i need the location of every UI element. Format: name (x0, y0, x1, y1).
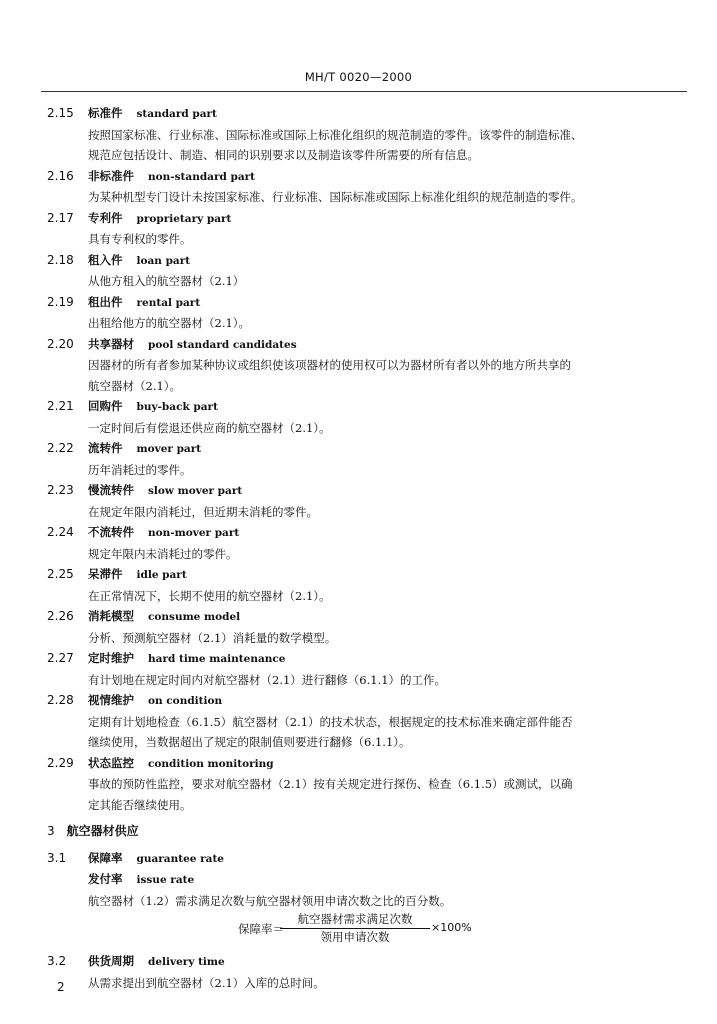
term-heading (88, 103, 664, 125)
term-number: 3.2 (47, 954, 67, 968)
term-heading (88, 396, 664, 418)
term-definition: 按照国家标准、行业标准、国际标准或国际上标准化组织的规范制造的零件。该零件的制造标准、 (88, 127, 583, 142)
term-number: 2.22 (47, 441, 74, 455)
page-number: 2 (57, 980, 65, 994)
term-entry (0, 396, 717, 438)
term-entry (0, 753, 717, 816)
term-definition: 一定时间后有偿退还供应商的航空器材（2.1）。 (88, 420, 331, 435)
term-definition: 规范应包括设计、制造、相同的识别要求以及制造该零件所需要的所有信息。 (88, 148, 479, 162)
term-chinese: 供货周期 (88, 954, 134, 968)
term-heading (88, 848, 664, 870)
term-heading (88, 753, 664, 775)
term-chinese: 视情维护 (88, 693, 134, 707)
header-rule (41, 91, 687, 92)
term-entry (0, 166, 717, 208)
page-header: MH/T 0020—2000 (304, 70, 413, 84)
term-english: consume model (148, 611, 241, 623)
term-heading (88, 438, 664, 460)
term-definition: 继续使用，当数据超出了规定的限制值则要进行翻修（6.1.1）。 (88, 735, 411, 749)
term-definition: 航空器材（2.1）。 (88, 378, 182, 393)
term-chinese: 慢流转件 (88, 483, 134, 497)
term-entry (0, 334, 717, 397)
term-chinese: 回购件 (88, 399, 123, 413)
term-heading (88, 690, 664, 712)
term-english: guarantee rate (136, 852, 224, 865)
term-chinese: 租入件 (88, 252, 123, 267)
term-entry (0, 103, 717, 166)
term-entry (0, 951, 717, 993)
term-definition: 定期有计划地检查（6.1.5）航空器材（2.1）的技术状态，根据规定的技术标准来确定部件能否 (88, 714, 573, 729)
term-number: 2.23 (47, 483, 74, 497)
term-english: hard time maintenance (148, 653, 286, 665)
term-chinese: 呆滞件 (88, 567, 123, 581)
term-definition: 航空器材（1.2）需求满足次数与航空器材领用申请次数之比的百分数。 (88, 893, 452, 908)
formula-fraction (280, 911, 430, 946)
term-entry (0, 648, 717, 690)
term-chinese: 保障率 (88, 850, 123, 865)
term-number: 2.16 (47, 168, 74, 183)
term-definition: 定其能否继续使用。 (88, 797, 192, 812)
term-definition: 规定年限内未消耗过的零件。 (88, 546, 238, 561)
term-definition: 从需求提出到航空器材（2.1）入库的总时间。 (88, 975, 325, 990)
term-english: standard part (136, 108, 217, 120)
term-number: 2.17 (47, 210, 74, 225)
section-title-text: 航空器材供应 (66, 824, 139, 838)
term-entry (0, 690, 717, 753)
term-definition: 有计划地在规定时间内对航空器材（2.1）进行翻修（6.1.1）的工作。 (88, 672, 447, 687)
term-definition: 历年消耗过的零件。 (88, 462, 192, 477)
term-number: 2.28 (47, 693, 74, 707)
term-english: mover part (136, 443, 202, 455)
term-number: 2.21 (47, 399, 74, 413)
term-heading (88, 564, 664, 586)
term-number: 2.27 (47, 651, 74, 665)
term-english: issue rate (136, 874, 195, 886)
section-number: 3 (47, 824, 55, 838)
term-heading (88, 648, 664, 670)
term-definition: 事故的预防性监控，要求对航空器材（2.1）按有关规定进行探伤、检查（6.1.5）或测试，以确 (88, 777, 573, 791)
term-heading (88, 480, 664, 502)
term-english: proprietary part (136, 212, 232, 225)
formula-numerator: 航空器材需求满足次数 (280, 911, 430, 929)
document-body (0, 103, 717, 993)
term-english: on condition (148, 695, 223, 707)
term-heading (88, 951, 664, 973)
term-definition: 在规定年限内消耗过，但近期未消耗的零件。 (88, 504, 318, 519)
term-number: 2.20 (47, 336, 74, 351)
term-heading (88, 869, 664, 891)
term-definition: 出租给他方的航空器材（2.1）。 (88, 316, 251, 330)
term-heading (88, 334, 664, 356)
term-heading (88, 166, 664, 188)
term-chinese: 不流转件 (88, 525, 134, 539)
formula-denominator: 领用申请次数 (320, 930, 390, 944)
term-number: 3.1 (47, 850, 67, 865)
term-chinese: 消耗模型 (88, 609, 134, 623)
term-entry (0, 208, 717, 250)
term-heading (88, 208, 664, 230)
term-chinese: 共享器材 (88, 336, 134, 351)
term-chinese: 非标准件 (88, 168, 134, 183)
term-english: slow mover part (148, 485, 243, 497)
section-title (47, 821, 717, 842)
term-heading (88, 250, 664, 272)
term-definition: 分析、预测航空器材（2.1）消耗量的数学模型。 (88, 630, 337, 645)
term-number: 2.25 (47, 567, 74, 581)
formula-lhs: 保障率＝ (238, 922, 284, 936)
term-english: pool standard candidates (148, 338, 297, 351)
term-entry (0, 438, 717, 480)
term-entry (0, 480, 717, 522)
term-number: 2.26 (47, 609, 74, 623)
term-english: delivery time (148, 956, 225, 968)
term-number: 2.15 (47, 106, 74, 120)
term-number: 2.19 (47, 294, 74, 309)
term-english: non-mover part (148, 527, 240, 539)
term-definition: 具有专利权的零件。 (88, 232, 192, 246)
term-number: 2.24 (47, 525, 74, 539)
formula (238, 911, 717, 951)
term-chinese: 发付率 (88, 872, 123, 886)
term-heading (88, 606, 664, 628)
term-chinese: 标准件 (88, 106, 123, 120)
term-entry (0, 848, 717, 952)
term-chinese: 流转件 (88, 441, 123, 455)
term-english: buy-back part (136, 401, 218, 413)
term-heading (88, 522, 664, 544)
term-definition: 在正常情况下，长期不使用的航空器材（2.1）。 (88, 588, 331, 603)
term-chinese: 定时维护 (88, 651, 134, 665)
term-heading (88, 292, 664, 314)
term-entry (0, 522, 717, 564)
term-entry (0, 292, 717, 334)
term-english: idle part (136, 569, 187, 581)
formula-rhs: ×100% (431, 921, 472, 934)
term-entry (0, 606, 717, 648)
term-entry (0, 564, 717, 606)
term-english: non-standard part (148, 170, 256, 183)
term-definition: 为某种机型专门设计未按国家标准、行业标准、国际标准或国际上标准化组织的规范制造的零件。 (88, 190, 583, 204)
term-english: loan part (136, 254, 191, 267)
term-definition: 因器材的所有者参加某种协议或组织使该项器材的使用权可以为器材所有者以外的地方所共享的 (88, 358, 571, 372)
term-entry (0, 250, 717, 292)
term-english: rental part (136, 296, 201, 309)
term-english: condition monitoring (148, 757, 274, 770)
term-number: 2.29 (47, 755, 74, 770)
term-chinese: 租出件 (88, 294, 123, 309)
term-chinese: 状态监控 (88, 755, 134, 770)
term-definition: 从他方租入的航空器材（2.1） (88, 274, 245, 288)
term-chinese: 专利件 (88, 210, 123, 225)
term-number: 2.18 (47, 252, 74, 267)
